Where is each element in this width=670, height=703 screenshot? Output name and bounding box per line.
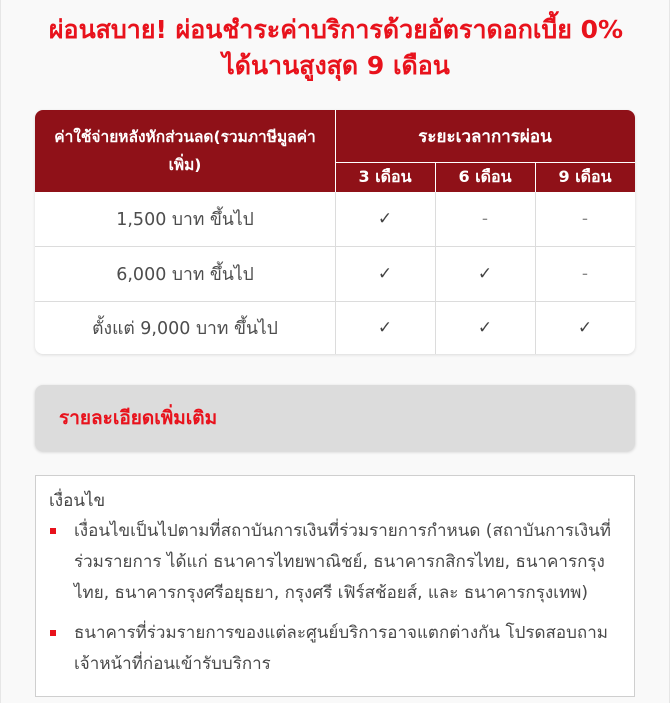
header-divider — [335, 110, 336, 192]
title-line-1: ผ่อนสบาย! ผ่อนชำระค่าบริการด้วยอัตราดอกเบี้ย 0% — [48, 15, 624, 44]
table-header — [35, 110, 635, 192]
header-divider — [435, 162, 436, 192]
conditions-list — [49, 516, 622, 680]
row-amount: 1,500 บาท ขึ้นไป — [116, 210, 254, 230]
column-divider — [535, 192, 536, 354]
list-item — [49, 516, 622, 609]
header-divider — [535, 162, 536, 192]
check-icon: ✓ — [477, 264, 493, 284]
dash-mark: - — [581, 209, 589, 229]
header-installment-period: ระยะเวลาการผ่อน — [418, 126, 552, 147]
condition-text: ธนาคารที่ร่วมรายการของแต่ละศูนย์บริการอาจแตกต่างกัน โปรดสอบถามเจ้าหน้าที่ก่อนเข้ารับบริการ — [74, 623, 608, 674]
page-title — [1, 12, 670, 84]
check-icon: ✓ — [477, 318, 493, 338]
row-amount: ตั้งแต่ 9,000 บาท ขึ้นไป — [92, 319, 278, 339]
installment-table — [35, 110, 635, 354]
list-item — [49, 618, 622, 680]
check-icon: ✓ — [377, 209, 393, 229]
header-month-9: 9 เดือน — [535, 162, 635, 192]
row-amount: 6,000 บาท ขึ้นไป — [116, 265, 254, 285]
dash-mark: - — [481, 209, 489, 229]
check-icon: ✓ — [377, 318, 393, 338]
check-icon: ✓ — [377, 264, 393, 284]
conditions-title: เงื่อนไข — [49, 491, 106, 511]
bullet-icon — [50, 528, 56, 534]
column-divider — [435, 192, 436, 354]
column-divider — [335, 192, 336, 354]
check-icon: ✓ — [577, 318, 593, 338]
more-details-accordion[interactable] — [35, 385, 635, 451]
dash-mark: - — [581, 264, 589, 284]
header-month-3: 3 เดือน — [335, 162, 435, 192]
conditions-panel — [35, 475, 635, 697]
header-expense: ค่าใช้จ่ายหลังหักส่วนลด(รวมภาษีมูลค่าเพิ่ม) — [54, 128, 316, 174]
bullet-icon — [50, 630, 56, 636]
header-month-6: 6 เดือน — [435, 162, 535, 192]
title-line-2: ได้นานสูงสุด 9 เดือน — [222, 51, 450, 80]
condition-text: เงื่อนไขเป็นไปตามที่สถาบันการเงินที่ร่วมรายการกำหนด (สถาบันการเงินที่ร่วมรายการ ได้แก่ ธนาคารไทยพาณิชย์, ธนาคารกสิกรไทย, ธนาคารกรุงไทย, ธนาคารกรุงศรีอยุธยา, กรุงศรี เฟิร์สช้อยส์, และ ธนาคารกรุงเทพ) — [74, 521, 611, 603]
accordion-label: รายละเอียดเพิ่มเติม — [59, 407, 218, 429]
